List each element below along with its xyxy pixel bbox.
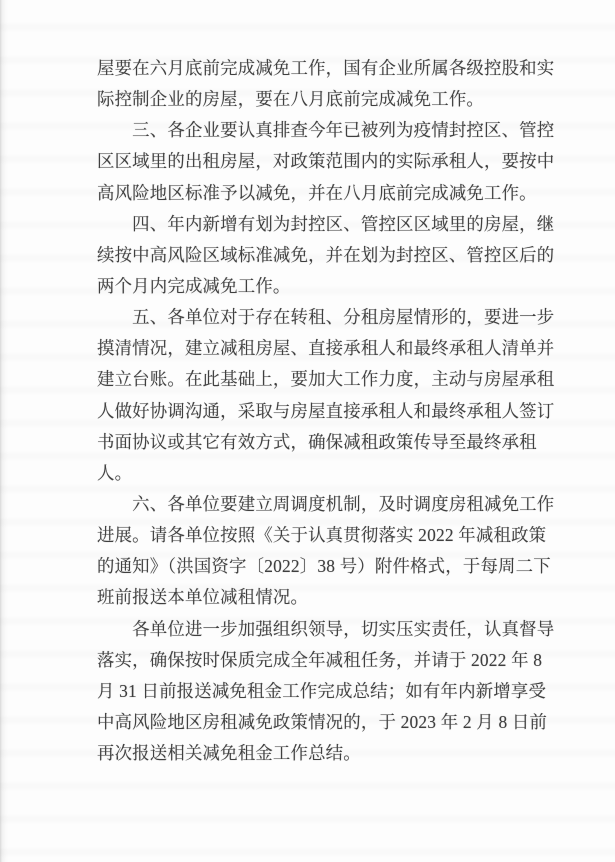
doc-line: 际控制企业的房屋，要在八月底前完成减免工作。 <box>97 89 484 110</box>
doc-line: 书面协议或其它有效方式，确保减租政策传导至最终承租 <box>97 431 537 452</box>
doc-line: 各单位进一步加强组织领导，切实压实责任，认真督导 <box>97 618 555 639</box>
doc-line: 的通知》（洪国资字〔2022〕38 号）附件格式，于每周二下 <box>97 556 551 577</box>
doc-line: 再次报送相关减免租金工作总结。 <box>97 743 361 764</box>
doc-line: 中高风险地区房租减免政策情况的，于 2023 年 2 月 8 日前 <box>97 711 548 732</box>
doc-line: 区区域里的出租房屋，对政策范围内的实际承租人，要按中 <box>97 151 555 172</box>
paragraph-item-5 <box>97 302 567 489</box>
doc-line: 屋要在六月底前完成减免工作，国有企业所属各级控股和实 <box>97 58 555 78</box>
doc-line: 落实，确保按时保质完成全年减租任务，并请于 2022 年 8 <box>97 649 543 670</box>
doc-line: 四、年内新增有划为封控区、管控区区域里的房屋，继 <box>97 213 555 234</box>
page-edge-shadow <box>0 0 8 862</box>
doc-line: 人做好协调沟通，采取与房屋直接承租人和最终承租人签订 <box>97 400 555 421</box>
doc-line: 六、各单位要建立周调度机制，及时调度房租减免工作 <box>97 493 555 514</box>
paragraph-item-3 <box>97 115 567 208</box>
doc-line: 班前报送本单位减租情况。 <box>97 587 309 608</box>
paragraph-continuation <box>97 53 567 115</box>
doc-line: 建立台账。在此基础上，要加大工作力度，主动与房屋承租 <box>97 369 555 390</box>
doc-line: 进展。请各单位按照《关于认真贯彻落实 2022 年减租政策 <box>97 525 547 546</box>
paragraph-item-4 <box>97 209 567 302</box>
doc-line: 月 31 日前报送减免租金工作完成总结；如有年内新增享受 <box>97 680 547 701</box>
doc-line: 人。 <box>97 462 133 483</box>
doc-line: 两个月内完成减免工作。 <box>97 275 291 296</box>
doc-line: 摸清情况，建立减租房屋、直接承租人和最终承租人清单并 <box>97 338 555 359</box>
doc-line: 五、各单位对于存在转租、分租房屋情形的，要进一步 <box>97 307 555 328</box>
doc-line: 三、各企业要认真排查今年已被列为疫情封控区、管控 <box>97 120 555 141</box>
document-body <box>97 53 567 769</box>
doc-line: 续按中高风险区域标准减免，并在划为封控区、管控区后的 <box>97 244 555 265</box>
paragraph-closing <box>97 614 567 770</box>
paragraph-item-6 <box>97 489 567 614</box>
doc-line: 高风险地区标准予以减免，并在八月底前完成减免工作。 <box>97 182 537 203</box>
